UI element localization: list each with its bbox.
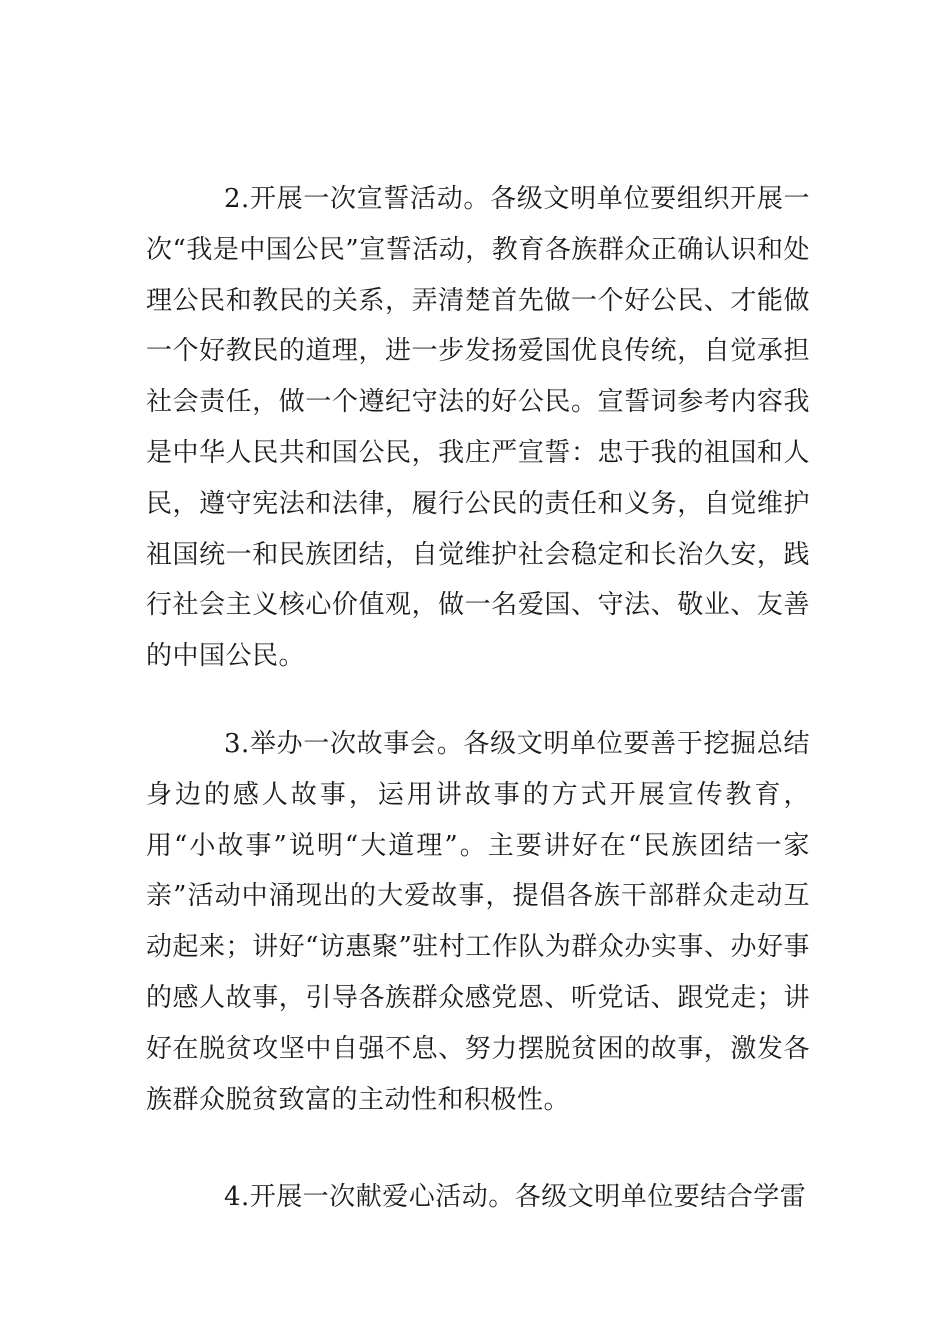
paragraph-story-meeting: 3.举办一次故事会。各级文明单位要善于挖掘总结身边的感人故事，运用讲故事的方式开展宣传教育，用“小故事”说明“大道理”。主要讲好在“民族团结一家亲”活动中涌现出的大爱故事，提倡各族干部群众走动互动起来；讲好“访惠聚”驻村工作队为群众办实事、办好事的感人故事，引导各族群众感党恩、听党话、跟党走；讲好在脱贫攻坚中自强不息、努力摆脱贫困的故事，激发各族群众脱贫致富的主动性和积极性。 [146,729,810,1115]
paragraph-oath-activity: 2.开展一次宣誓活动。各级文明单位要组织开展一次“我是中国公民”宣誓活动，教育各族群众正确认识和处理公民和教民的关系，弄清楚首先做一个好公民、才能做一个好教民的道理，进一步发扬爱国优良传统，自觉承担社会责任，做一个遵纪守法的好公民。宣誓词参考内容我是中华人民共和国公民，我庄严宣誓：忠于我的祖国和人民，遵守宪法和法律，履行公民的责任和义务，自觉维护祖国统一和民族团结，自觉维护社会稳定和长治久安，践行社会主义核心价值观，做一名爱国、守法、敬业、友善的中国公民。 [146,184,810,672]
paragraph-charity-activity: 4.开展一次献爱心活动。各级文明单位要结合学雷 [224,1182,807,1212]
